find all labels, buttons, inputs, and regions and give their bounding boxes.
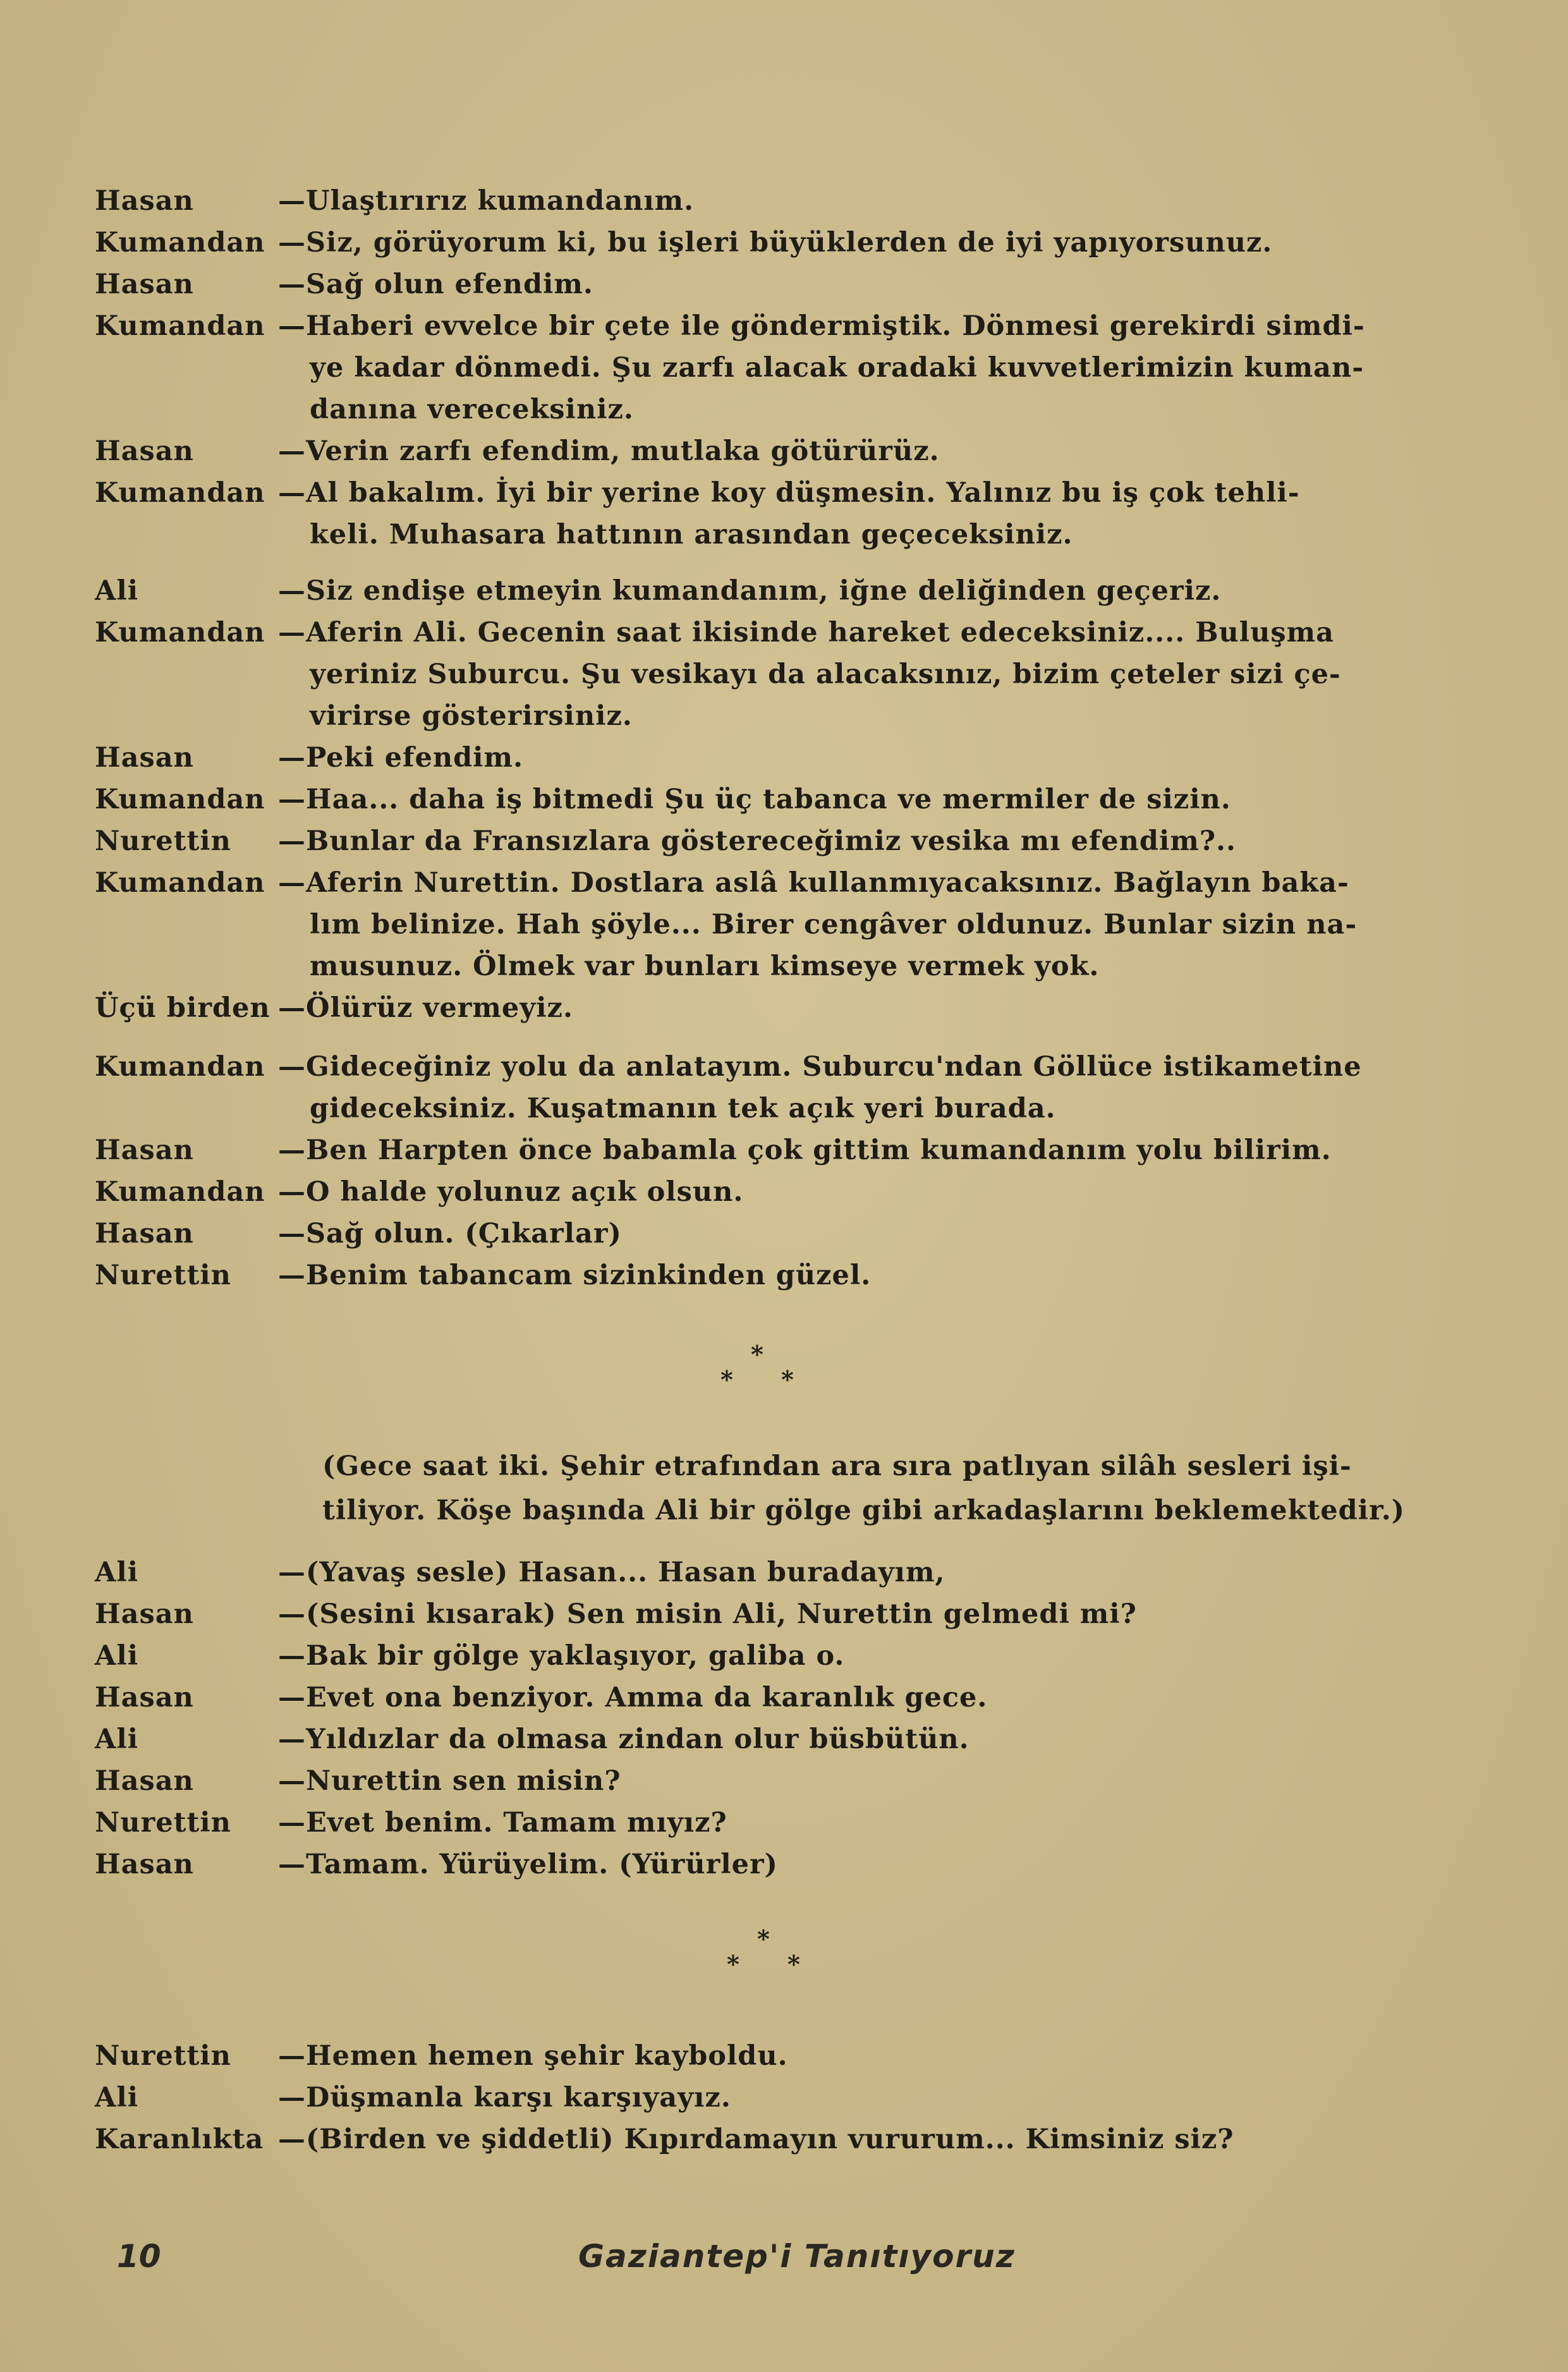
speaker-name: Kumandan — [95, 784, 265, 815]
dialogue-text: —Siz endişe etmeyin kumandanım, iğne deliğinden geçeriz. — [278, 575, 1222, 607]
asterisk: * — [720, 1365, 733, 1394]
dialogue-line — [95, 862, 1441, 904]
dialogue-text: —Haberi evvelce bir çete ile göndermiştik. Dönmesi gerekirdi simdi- — [278, 310, 1365, 342]
dialogue-line — [95, 1802, 1441, 1844]
dialogue-line — [95, 180, 1441, 222]
dialogue-line — [95, 570, 1441, 612]
dialogue-text: —Siz, görüyorum ki, bu işleri büyüklerden de iyi yapıyorsunuz. — [278, 227, 1273, 258]
dialogue-text: —Gideceğiniz yolu da anlatayım. Suburcu'ndan Göllüce istikametine — [278, 1051, 1362, 1083]
speaker-name: Hasan — [95, 1134, 194, 1166]
speaker-name: Ali — [95, 1724, 139, 1755]
speaker-name: Hasan — [95, 1849, 194, 1880]
dialogue-block-5 — [95, 2035, 1441, 2160]
dialogue-text: —Evet benim. Tamam mıyız? — [278, 1807, 727, 1839]
dialogue-line — [95, 654, 1441, 695]
dialogue-block-1 — [95, 180, 1441, 556]
dialogue-text: —Aferin Nurettin. Dostlara aslâ kullanmıyacaksınız. Bağlayın baka- — [278, 867, 1349, 899]
dialogue-text: —Sağ olun. (Çıkarlar) — [278, 1218, 622, 1250]
dialogue-line — [95, 1046, 1441, 1088]
dialogue-block-2 — [95, 570, 1441, 1029]
asterisk: * — [787, 1950, 800, 1978]
speaker-name: Hasan — [95, 1218, 194, 1250]
speaker-name: Nurettin — [95, 1807, 231, 1839]
speaker-name: Nurettin — [95, 2040, 231, 2072]
dialogue-text: —Peki efendim. — [278, 742, 523, 774]
dialogue-text: —Al bakalım. İyi bir yerine koy düşmesin. Yalınız bu iş çok tehli- — [278, 477, 1300, 509]
speaker-name: Hasan — [95, 1765, 194, 1797]
dialogue-line — [95, 347, 1441, 389]
dialogue-line — [95, 1213, 1441, 1255]
stage-direction-line: tiliyor. Köşe başında Ali bir gölge gibi arkadaşlarını beklemektedir.) — [322, 1495, 1406, 1526]
dialogue-line — [95, 514, 1441, 556]
speaker-name: Kumandan — [95, 1051, 265, 1083]
speaker-name: Hasan — [95, 435, 194, 467]
dialogue-text: —Verin zarfı efendim, mutlaka götürürüz. — [278, 435, 940, 467]
dialogue-line — [95, 472, 1441, 514]
dialogue-line — [95, 222, 1441, 264]
asterisk: * — [757, 1925, 770, 1953]
speaker-name: Üçü birden — [95, 992, 270, 1024]
speaker-name: Kumandan — [95, 227, 265, 258]
asterisk: * — [727, 1950, 739, 1978]
dialogue-text: —(Birden ve şiddetli) Kıpırdamayın vururum... Kimsiniz siz? — [278, 2124, 1234, 2155]
speaker-name: Kumandan — [95, 310, 265, 342]
dialogue-line — [95, 820, 1441, 862]
speaker-name: Hasan — [95, 1682, 194, 1713]
dialogue-line — [95, 1593, 1441, 1635]
dialogue-text: yeriniz Suburcu. Şu vesikayı da alacaksınız, bizim çeteler sizi çe- — [310, 659, 1341, 690]
dialogue-text: —Ölürüz vermeyiz. — [278, 992, 573, 1024]
speaker-name: Kumandan — [95, 617, 265, 648]
asterisk: * — [781, 1365, 794, 1394]
dialogue-line — [95, 1718, 1441, 1760]
dialogue-line — [95, 904, 1441, 946]
speaker-name: Kumandan — [95, 1176, 265, 1208]
dialogue-text: gideceksiniz. Kuşatmanın tek açık yeri burada. — [310, 1093, 1056, 1124]
dialogue-line — [95, 987, 1441, 1029]
speaker-name: Ali — [95, 575, 139, 607]
dialogue-line — [95, 1088, 1441, 1129]
dialogue-text: —Hemen hemen şehir kayboldu. — [278, 2040, 788, 2072]
speaker-name: Ali — [95, 1640, 139, 1672]
dialogue-line — [95, 430, 1441, 472]
scene-separator-1 — [714, 1340, 815, 1394]
dialogue-line — [95, 1677, 1441, 1718]
page-number: 10 — [117, 2238, 161, 2275]
speaker-name: Ali — [95, 2082, 139, 2114]
dialogue-line — [95, 1635, 1441, 1677]
asterisk: * — [751, 1340, 763, 1368]
dialogue-text: —Nurettin sen misin? — [278, 1765, 621, 1797]
dialogue-text: —Yıldızlar da olmasa zindan olur büsbütün. — [278, 1724, 969, 1755]
dialogue-text: —Haa... daha iş bitmedi Şu üç tabanca ve mermiler de sizin. — [278, 784, 1231, 815]
dialogue-line — [95, 2077, 1441, 2119]
dialogue-text: —Ben Harpten önce babamla çok gittim kumandanım yolu bilirim. — [278, 1134, 1332, 1166]
dialogue-text: —Düşmanla karşı karşıyayız. — [278, 2082, 731, 2114]
dialogue-line — [95, 779, 1441, 820]
dialogue-text: —Benim tabancam sizinkinden güzel. — [278, 1260, 872, 1291]
speaker-name: Nurettin — [95, 825, 231, 857]
dialogue-text: —Evet ona benziyor. Amma da karanlık gece. — [278, 1682, 988, 1713]
dialogue-line — [95, 946, 1441, 987]
dialogue-text: —Ulaştırırız kumandanım. — [278, 185, 695, 217]
dialogue-text: —Aferin Ali. Gecenin saat ikisinde hareket edeceksiniz.... Buluşma — [278, 617, 1334, 648]
dialogue-block-3 — [95, 1046, 1441, 1296]
dialogue-text: —O halde yolunuz açık olsun. — [278, 1176, 744, 1208]
dialogue-line — [95, 264, 1441, 305]
speaker-name: Hasan — [95, 269, 194, 300]
dialogue-line — [95, 612, 1441, 654]
speaker-name: Nurettin — [95, 1260, 231, 1291]
dialogue-text: musunuz. Ölmek var bunları kimseye vermek yok. — [310, 951, 1100, 982]
dialogue-text: —Sağ olun efendim. — [278, 269, 593, 300]
dialogue-text: virirse gösterirsiniz. — [310, 700, 633, 732]
dialogue-line — [95, 305, 1441, 347]
dialogue-line — [95, 737, 1441, 779]
dialogue-line — [95, 1255, 1441, 1296]
dialogue-line — [95, 695, 1441, 737]
speaker-name: Kumandan — [95, 867, 265, 899]
dialogue-line — [95, 1844, 1441, 1885]
dialogue-text: —Tamam. Yürüyelim. (Yürürler) — [278, 1849, 778, 1880]
publication-title: Gaziantep'i Tanıtıyoruz — [578, 2238, 1016, 2275]
speaker-name: Ali — [95, 1557, 139, 1588]
dialogue-line — [95, 389, 1441, 430]
dialogue-line — [95, 2119, 1441, 2160]
dialogue-line — [95, 1171, 1441, 1213]
dialogue-text: —(Yavaş sesle) Hasan... Hasan buradayım, — [278, 1557, 945, 1588]
dialogue-text: —Bak bir gölge yaklaşıyor, galiba o. — [278, 1640, 845, 1672]
dialogue-text: —Bunlar da Fransızlara göstereceğimiz vesika mı efendim?.. — [278, 825, 1236, 857]
dialogue-line — [95, 1129, 1441, 1171]
dialogue-line — [95, 1760, 1441, 1802]
dialogue-text: danına vereceksiniz. — [310, 394, 634, 425]
speaker-name: Karanlıkta — [95, 2124, 264, 2155]
dialogue-line — [95, 2035, 1441, 2077]
dialogue-text: ye kadar dönmedi. Şu zarfı alacak oradaki kuvvetlerimizin kuman- — [310, 352, 1364, 384]
dialogue-text: —(Sesini kısarak) Sen misin Ali, Nurettin gelmedi mi? — [278, 1598, 1137, 1630]
dialogue-block-4 — [95, 1552, 1441, 1885]
speaker-name: Hasan — [95, 185, 194, 217]
dialogue-text: lım belinize. Hah şöyle... Birer cengâver oldunuz. Bunlar sizin na- — [310, 909, 1358, 940]
speaker-name: Hasan — [95, 1598, 194, 1630]
speaker-name: Hasan — [95, 742, 194, 774]
dialogue-line — [95, 1552, 1441, 1593]
scene-separator-2 — [714, 1925, 815, 1978]
stage-direction-line: (Gece saat iki. Şehir etrafından ara sıra patlıyan silâh sesleri işi- — [322, 1451, 1352, 1482]
speaker-name: Kumandan — [95, 477, 265, 509]
dialogue-text: keli. Muhasara hattının arasından geçeceksiniz. — [310, 519, 1073, 550]
stage-direction — [322, 1444, 1435, 1533]
